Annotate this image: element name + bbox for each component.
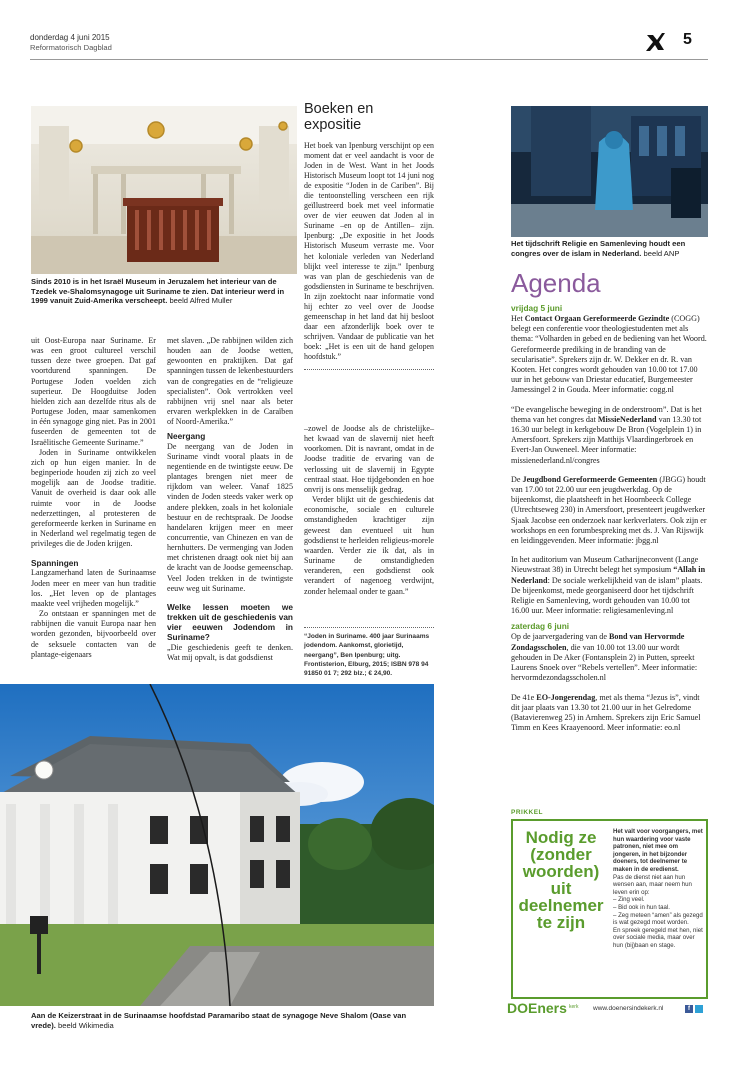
prikkel-text [613,828,703,950]
caption-text: Sinds 2010 is in het Israël Museum in Jeruzalem het interieur van de Tzedek ve-Shalomsynagoge uit Suriname te zien. Dat interieur werd in 1999 vanuit Zuid-Amerika verscheept. [31,277,285,306]
article-col-2 [167,336,293,663]
subheading: Spanningen [31,558,79,569]
prikkel-frame [511,819,708,999]
agenda-item [511,475,709,546]
agenda-item [511,314,709,396]
page-number: 5 [683,31,692,48]
brand-logo: DOEners [507,1000,567,1016]
paragraph: –zowel de Joodse als de christelijke– het kwaad van de slavernij niet heeft voorkomen. Dit is navrant, omdat in de Joodse traditie de ervaring van de verlossing uit de slavernij in Egypte centraal staat. Hoe tijdgebonden en hoe onvrij is ons menselijk gedrag. [304,424,434,494]
sidebar-title: Boeken en expositie [304,101,374,133]
text: , met als thema “Jezus is”, vindt dit jaar plaats van 13.30 tot 21.00 uur in het Gelredome (Batavierenweg 25) in Arnhem. Sprekers zijn Eric Samuel Timm en Kees Kraayenoord. Meer informatie: eo.nl [511,692,701,733]
text: In het auditorium van Museum Catharijneconvent (Lange Nieuwstraat 38) in Utrecht belegt het symposium [511,555,699,575]
article-col-1 [31,336,156,660]
text: van 13.30 tot 16.30 uur belegt in kerkgebouw De Bron (Vogelplein 1) in Amersfoort. Sprekers zijn Matthijs Vlaardingerbroek en Evert-Jan Ouweneel. Meer informatie: missienederland.nl/congres [511,414,702,465]
text: De [511,474,523,484]
book-info: “Joden in Suriname. 400 jaar Surinaams jodendom. Aankomst, glorietijd, neergang”, Ben Ipenburg; uitg. Frontisterion, Elburg, 2015; ISBN 978 94 91850 01 7; 292 blz.; € 24,90. [304,633,430,677]
agenda-item [511,632,709,683]
x-logo-icon [644,31,666,53]
paragraph: De neergang van de Joden in Suriname vindt vooral plaats in de negentiende en de twintigste eeuw. De plantages brengen niet meer de rijkdom van weleer. Vanaf 1825 vinden de Joden steeds vaker werk op andere plekken, zoals in het koloniale bestuur en de rechtspraak. De Joodse handelaren krijgen meer en meer concurrentie, van Chinezen en van de hernhutters. De vermenging van Joden met christenen draagt ook niet bij aan de kracht van de Joodse gemeenschap. Veel Joden trekken in de twintigste eeuw weg uit Suriname. [167,441,293,593]
paragraph: Joden in Suriname ontwikkelen zich op hun eigen manier. In de beginperiode houden zij zich zo veel mogelijk aan de Joodse traditie. Vanuit de overheid is daar ook alle ruimte voor in de Joodse nederzettingen, al protesteren de gereformeerde kerken in Suriname en in Nederland wel regelmatig tegen de privileges die de Joden krijgen. [31,447,156,549]
photo-exterior [0,684,434,1006]
organizer: Jeugdbond Gereformeerde Gemeenten [522,474,658,484]
header-paper: Reformatorisch Dagblad [30,43,112,52]
agenda-title: Agenda [511,268,601,298]
article-col-3 [304,424,434,597]
photo-exterior-caption [31,1011,433,1030]
agenda-item [511,693,709,734]
brand-footer [507,1000,708,1020]
sidebar-books [304,102,434,370]
caption-text: Het tijdschrift Religie en Samenleving houdt een congres over de islam in Nederland. [511,239,686,258]
brand-url[interactable]: www.doenersindekerk.nl [593,1005,664,1012]
organizer: MissieNederland [597,414,657,424]
prikkel-box [507,809,708,1016]
text: (COGG) belegt een conferentie voor theologiestudenten met als thema: “Volharden in gebed en de bediening van het Woord. Gereformeerde prediking in de branding van de secularisatie”. Sprekers zijn dr. W. Dekker en dr. R. van Kooten. Het congres wordt gehouden van 10.00 tot 17.00 uur in het gebouw van Driestar educatief, Burgemeester Jamessingel 2 in Gouda. Meer informatie: cogg.nl [511,314,707,395]
photo-interior-caption [31,277,299,306]
paragraph: uit Oost-Europa naar Suriname. Er was een groot cultureel verschil tussen deze twee groepen. Dat gaf voortdurend spanningen. De Portugese Joden voelden zich superieur. De Hoogduitse Joden hielden zich aan dezelfde ritus als de Portugese Joden, maar samenkomen in één synagoge ging niet. Pas in 2001 fuseerden de gemeenten tot de Israëlitische Gemeente Suriname.” [31,336,156,447]
subheading: Welke lessen moeten we trekken uit de geschiedenis van vier eeuwen Jodendom in Suriname? [167,601,293,643]
caption-credit: beeld Wikimedia [58,1020,114,1030]
brand-logo-side: kerk [569,1004,579,1010]
photo-mosque-caption [511,239,709,258]
agenda-item [511,405,709,466]
agenda [511,268,709,733]
header [30,33,710,59]
text: De 41e [511,692,537,702]
text: “De evangelische beweging in de onderstroom”. Dat is het thema van het congres dat [511,404,702,424]
paragraph: Zo ontstaan er spanningen met de rabbijnen die vanuit Europa naar hen worden gezonden, bijvoorbeeld over de seksuele contacten van de plantage-eigenaars [31,609,156,659]
text: , die van 10.00 tot 13.00 uur wordt gehouden in De Aker (Fontansplein 2) in Putten, spreekt Laurens Snoek over “Rebels vertellen”. Meer informatie: hervormdezondagsscholen.nl [511,642,698,683]
agenda-item [511,555,709,616]
agenda-day: zaterdag 6 juni [511,621,570,632]
organizer: Bond van Hervormde Zondagsscholen [511,632,685,652]
prikkel-body: Pas de dienst niet aan hun wensen aan, maar neem hun leven erin op: [613,873,692,896]
paragraph: „Die geschiedenis geeft te denken. Wat mij opvalt, is dat godsdienst [167,642,293,662]
caption-credit: beeld Alfred Muller [169,296,233,306]
caption-text: Aan de Keizerstraat in de Surinaamse hoofdstad Paramaribo staat de synagoge Neve Shalom (Oase van vrede). [31,1011,407,1030]
prikkel-lead: Het valt voor voorgangers, met hun waardering voor vaste patronen, niet mee om jongeren, in het bijzonder doeners, tot deelnemer te maken in de eredienst. [613,828,703,873]
divider [304,627,434,628]
text: (JBGG) houdt van 17.00 tot 22.00 uur een jeugdwerkdag. Op de bijeenkomst, die plaatsheeft in het Hoornbeeck College (Utrechtseweg 230) in Amersfoort, presenteert jeugdwerker Sjaak Jacobse een onderzoek naar kerkverlaters. Ook zijn er workshops en een forumbespreking met ds. J. Van Rijswijk en leidinggevenden. Meer informatie: jbgg.nl [511,474,707,546]
prikkel-bullet: – Bid ook in hun taal. [613,903,670,911]
divider [304,369,434,370]
twitter-icon[interactable] [695,1005,703,1013]
organizer: EO-Jongerendag [536,692,596,702]
prikkel-label: PRIKKEL [511,809,544,816]
subheading: Neergang [167,431,206,442]
agenda-day: vrijdag 5 juni [511,303,563,313]
caption-credit: beeld ANP [643,248,680,258]
prikkel-bullet: – Zing veel. [613,896,645,904]
photo-mosque [511,106,708,237]
organizer: Contact Orgaan Gereformeerde Gezindte [524,314,670,323]
facebook-icon[interactable]: f [685,1005,693,1013]
paragraph: Langzamerhand laten de Surinaamse Joden meer en meer van hun traditie los. „Het leven op de plantages maakte veel vrijheden mogelijk.” [31,568,156,608]
photo-interior [31,106,297,274]
text: Het [511,314,525,323]
paragraph: met slaven. „De rabbijnen wilden zich houden aan de Joodse wetten, gewoonten en praktijken. Dat gaf spanningen tussen de lekenbestuurders van de congregaties en de “religieuze specialisten”. Ook vertrokken veel rabbijnen vrij snel naar als beter ervaren werkplekken in de Caraïben of Noord-Amerika.” [167,336,293,427]
text: : De sociale werkelijkheid van de islam” plaats. De bijeenkomst, mede georganiseerd door het tijdschrift Religie en Samenleving, wordt gehouden van 10.00 tot 16.00 uur. Meer informatie: religiesamenleving.nl [511,575,703,616]
organizer: “Allah in Nederland [511,565,706,585]
prikkel-headline: Nodig ze (zonder woorden) uit deelnemer te zijn [518,828,604,932]
header-rule [30,59,708,60]
prikkel-body: En spreek geregeld met hen, niet over sociale media, maar over hun (bij)baan en stage. [613,926,703,949]
sidebar-box-text: Het boek van Ipenburg verschijnt op een moment dat er veel aandacht is voor de Joden in de West. Want in het Joods Historisch Museum loopt tot 14 juni nog de expositie “Joden in de Cariben”. Bij die tentoonstelling verscheen een rijk geïllustreerd boek met veel informatie over de vier eeuwen dat Joden al in Suriname –en op de Antillen– zijn. Ipenburg: „De expositie in het Joods Historisch Museum verraste me. Voor het koloniale verleden van Nederland blijkt veel interesse te zijn.” Ipenburg was van plan de geschiedenis van de godsdiensten in Suriname te beschrijven. In zijn zoektocht naar informatie vond hij echter zo veel over de Joodse gemeenschap in het land dat hij besloot daar een afzonderlijk boek over te schrijven. Vandaar de publicatie van het boek: „Het is een uit de hand gelopen hoofdstuk.” [304,141,434,361]
text: Op de jaarvergadering van de [511,632,609,642]
prikkel-bullet: – Zeg meteen “amen” als gezegd is wat gezegd moet worden. [613,911,703,927]
paragraph: Verder blijkt uit de geschiedenis dat economische, sociale en culturele omstandigheden krachtiger zijn geweest dan eventueel uit hun godsdienst te herleiden religieus-morele waarden. Verder zie ik dat, als in Suriname de omstandigheden veranderen, een godsdienst ook verandert of nagenoeg verdwijnt, zonder helemaal onder te gaan.” [304,495,434,596]
header-date: donderdag 4 juni 2015 [30,33,110,42]
